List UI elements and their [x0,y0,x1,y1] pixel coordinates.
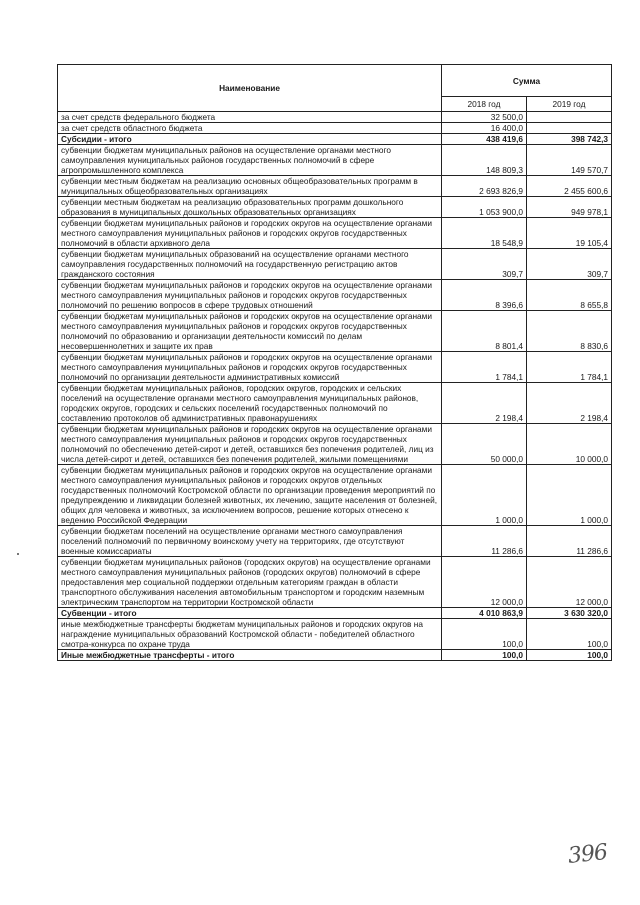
row-name-cell: иные межбюджетные трансферты бюджетам муниципальных районов и городских округов на награждение муниципальных образований Костромской области - победителей областного смотра-конкурса по охране труда [58,619,442,650]
row-2019-cell: 12 000,0 [527,557,612,608]
row-2018-cell: 4 010 863,9 [442,608,527,619]
row-2019-cell: 100,0 [527,650,612,661]
row-2019-cell: 8 655,8 [527,280,612,311]
table-row [58,311,612,352]
row-2019-cell: 19 105,4 [527,218,612,249]
row-2018-cell: 309,7 [442,249,527,280]
budget-table [57,64,612,661]
table-row [58,557,612,608]
row-2019-cell: 3 630 320,0 [527,608,612,619]
row-2018-cell: 16 400,0 [442,123,527,134]
row-2019-cell: 100,0 [527,619,612,650]
table-row [58,112,612,123]
table-row [58,280,612,311]
table-row [58,465,612,526]
column-header-2018: 2018 год [442,97,527,112]
row-2019-cell: 149 570,7 [527,145,612,176]
row-2018-cell: 11 286,6 [442,526,527,557]
table-row [58,249,612,280]
row-2018-cell: 12 000,0 [442,557,527,608]
row-2019-cell [527,112,612,123]
table-row [58,352,612,383]
row-name-cell: субвенции бюджетам муниципальных районов, городских округов, городских и сельских поселений на осуществление органами местного самоуправления муниципальных районов, городских округов, городских и сельских поселений государственных полномочий по составлению протоколов об административных правонарушениях [58,383,442,424]
row-2018-cell: 50 000,0 [442,424,527,465]
row-2018-cell: 438 419,6 [442,134,527,145]
table-row [58,176,612,197]
row-name-cell: за счет средств областного бюджета [58,123,442,134]
row-2018-cell: 1 000,0 [442,465,527,526]
row-name-cell: субвенции местным бюджетам на реализацию образовательных программ дошкольного образования в муниципальных дошкольных образовательных организациях [58,197,442,218]
handwritten-page-number: 396 [566,840,609,869]
row-name-cell: субвенции бюджетам муниципальных образований на осуществление органами местного самоуправления государственных полномочий на государственную регистрацию актов гражданского состояния [58,249,442,280]
row-name-cell: субвенции бюджетам муниципальных районов и городских округов на осуществление органами местного самоуправления муниципальных районов и городских округов государственных полномочий по решению вопросов в сфере трудовых отношений [58,280,442,311]
table-row [58,218,612,249]
row-name-cell: субвенции бюджетам поселений на осуществление органами местного самоуправления поселений полномочий по первичному воинскому учету на территориях, где отсутствуют военные комиссариаты [58,526,442,557]
column-header-name: Наименование [58,65,442,112]
row-2018-cell: 18 548,9 [442,218,527,249]
row-name-cell: субвенции бюджетам муниципальных районов и городских округов на осуществление органами местного самоуправления муниципальных районов и городских округов государственных полномочий по образованию и организации деятельности комиссий по делам несовершеннолетних и защите их прав [58,311,442,352]
row-2018-cell: 2 198,4 [442,383,527,424]
row-2019-cell: 1 784,1 [527,352,612,383]
row-2018-cell: 8 801,4 [442,311,527,352]
row-2018-cell: 32 500,0 [442,112,527,123]
row-2019-cell: 10 000,0 [527,424,612,465]
table-row [58,608,612,619]
row-name-cell: Субвенции - итого [58,608,442,619]
table-row [58,619,612,650]
row-name-cell: Субсидии - итого [58,134,442,145]
row-2019-cell: 949 978,1 [527,197,612,218]
table-row [58,123,612,134]
table-row [58,197,612,218]
table-row [58,134,612,145]
row-2019-cell [527,123,612,134]
table-row [58,424,612,465]
row-2018-cell: 1 784,1 [442,352,527,383]
row-2019-cell: 2 455 600,6 [527,176,612,197]
table-body [58,112,612,661]
row-2018-cell: 100,0 [442,650,527,661]
row-2019-cell: 2 198,4 [527,383,612,424]
row-2019-cell: 398 742,3 [527,134,612,145]
row-name-cell: субвенции бюджетам муниципальных районов и городских округов на осуществление органами местного самоуправления муниципальных районов и городских округов государственных полномочий по обеспечению детей-сирот и детей, оставшихся без попечения родителей, лиц из числа детей-сирот и детей, оставшихся без попечения родителей, жилыми помещениями [58,424,442,465]
column-header-2019: 2019 год [527,97,612,112]
row-name-cell: Иные межбюджетные трансферты - итого [58,650,442,661]
row-name-cell: субвенции бюджетам муниципальных районов и городских округов на осуществление органами местного самоуправления муниципальных районов и городских округов государственных полномочий по организации деятельности административных комиссий [58,352,442,383]
row-name-cell: субвенции местным бюджетам на реализацию основных общеобразовательных программ в муниципальных общеобразовательных организациях [58,176,442,197]
row-2018-cell: 2 693 826,9 [442,176,527,197]
row-2019-cell: 309,7 [527,249,612,280]
row-2019-cell: 1 000,0 [527,465,612,526]
row-2018-cell: 100,0 [442,619,527,650]
row-name-cell: субвенции бюджетам муниципальных районов на осуществление органами местного самоуправления муниципальных районов государственных полномочий в сфере агропромышленного комплекса [58,145,442,176]
row-name-cell: субвенции бюджетам муниципальных районов и городских округов на осуществление органами местного самоуправления муниципальных районов и городских округов государственных полномочий в области архивного дела [58,218,442,249]
table-row [58,650,612,661]
table-row [58,383,612,424]
row-2018-cell: 148 809,3 [442,145,527,176]
scan-speck [17,553,19,555]
row-2018-cell: 8 396,6 [442,280,527,311]
row-2018-cell: 1 053 900,0 [442,197,527,218]
row-2019-cell: 8 830,6 [527,311,612,352]
column-header-sum: Сумма [442,65,612,97]
table-row [58,145,612,176]
row-name-cell: субвенции бюджетам муниципальных районов и городских округов на осуществление органами местного самоуправления муниципальных районов и городских округов отдельных государственных полномочий Костромской области по организации проведения мероприятий по предупреждению и ликвидации болезней животных, их лечению, защите населения от болезней, общих для человека и животных, за исключением вопросов, решение которых отнесено к ведению Российской Федерации [58,465,442,526]
table-row [58,526,612,557]
row-2019-cell: 11 286,6 [527,526,612,557]
row-name-cell: субвенции бюджетам муниципальных районов (городских округов) на осуществление органами местного самоуправления муниципальных районов (городских округов) полномочий в сфере предоставления мер социальной поддержки отдельным категориям граждан в области транспортного обслуживания населения автомобильным транспортом и городским наземным электрическим транспортом на территории Костромской области [58,557,442,608]
row-name-cell: за счет средств федерального бюджета [58,112,442,123]
